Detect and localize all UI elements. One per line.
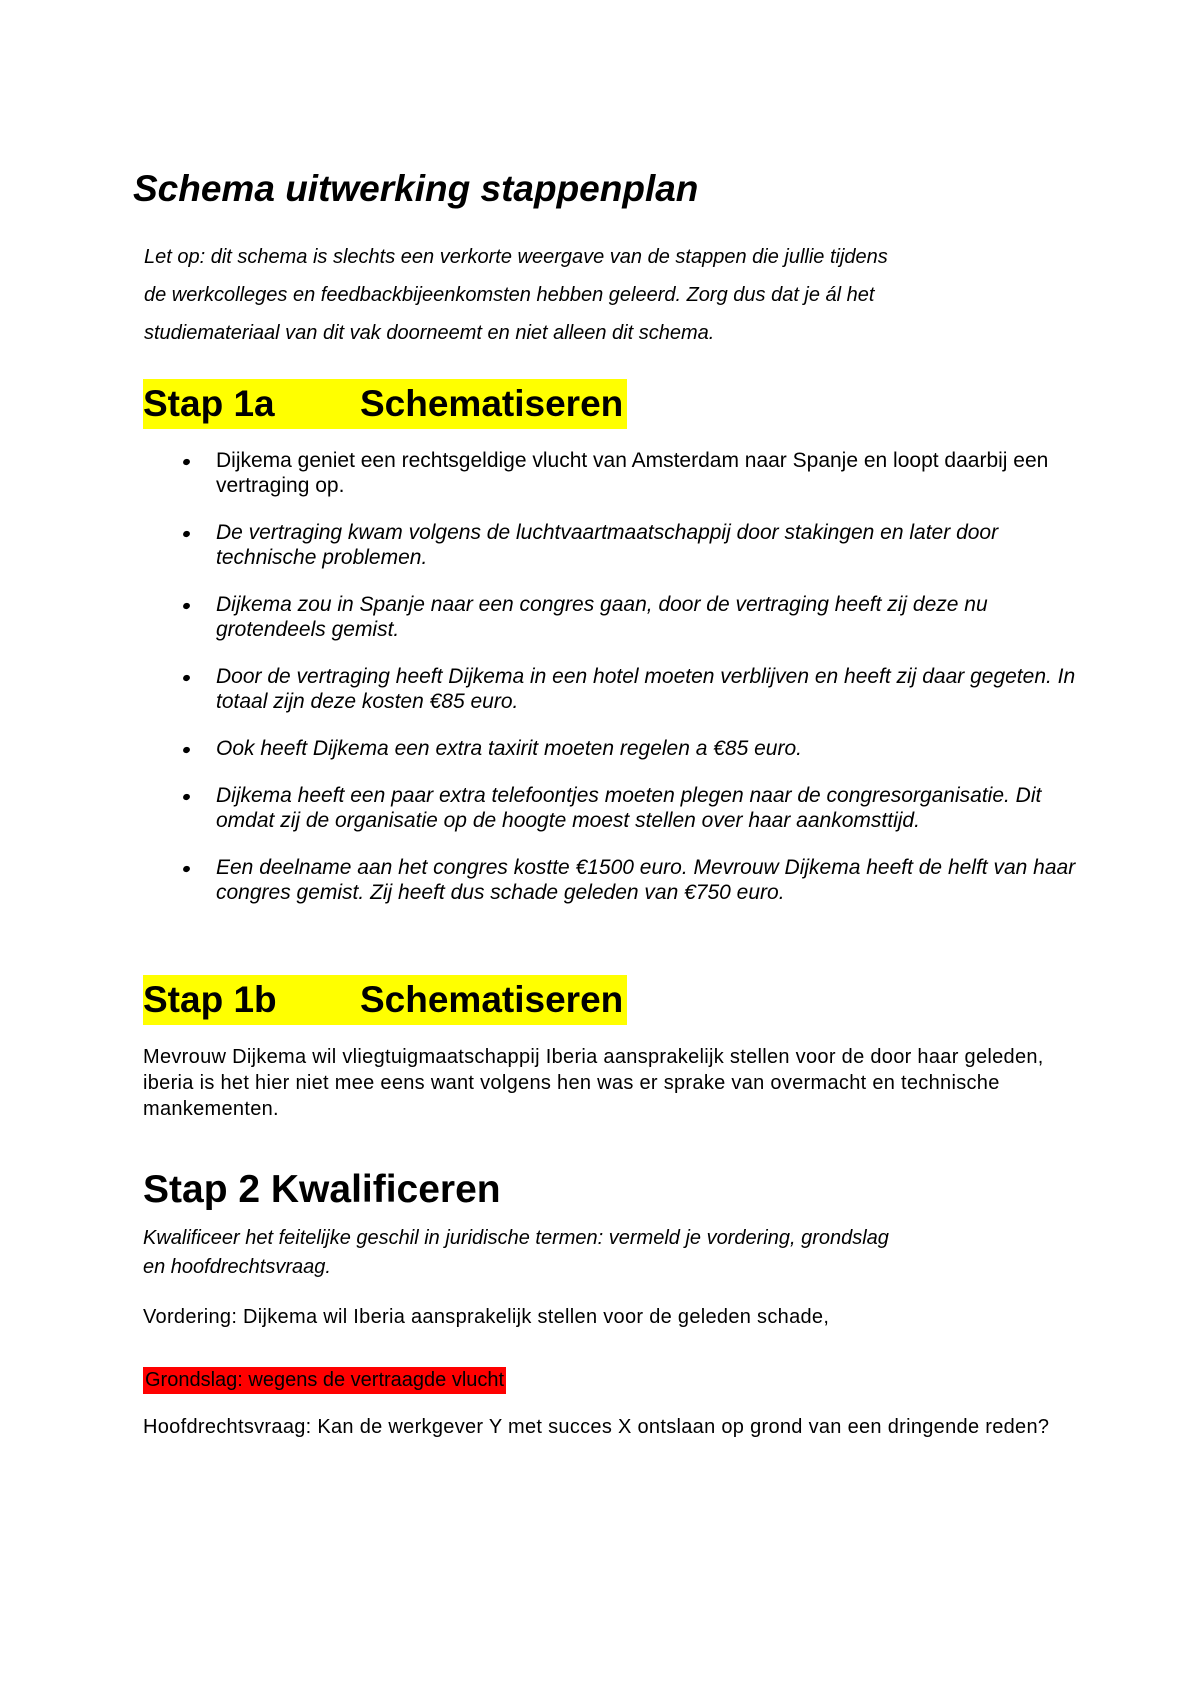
list-item [180,664,1080,714]
bullet-icon [182,674,191,682]
list-item [180,520,1080,570]
intro-note [144,238,1044,352]
bullet-icon [182,746,191,754]
list-item-text: De vertraging kwam volgens de luchtvaartmaatschappij door stakingen en later door technische problemen. [216,521,999,569]
step-1a-number: Stap 1a [143,383,275,424]
document-title: Schema uitwerking stappenplan [133,168,699,209]
instruction-line: Kwalificeer het feitelijke geschil in juridische termen: vermeld je vordering, grondslag [143,1227,889,1249]
step-1a-bullet-list [180,448,1080,927]
grondslag-text: Grondslag: wegens de vertraagde vlucht [143,1367,506,1394]
bullet-icon [182,793,191,801]
step-1b-name: Schematiseren [360,979,624,1020]
intro-line: Let op: dit schema is slechts een verkorte weergave van de stappen die jullie tijdens [144,246,888,268]
bullet-icon [182,530,191,538]
list-item [180,736,1080,761]
list-item [180,855,1080,905]
bullet-icon [182,602,191,610]
step-1b-paragraph: Mevrouw Dijkema wil vliegtuigmaatschappij Iberia aansprakelijk stellen voor de door haar geleden, iberia is het hier niet mee eens want volgens hen was er sprake van overmacht en technische mankementen. [143,1046,1044,1120]
list-item-text: Ook heeft Dijkema een extra taxirit moeten regelen a €85 euro. [216,737,802,760]
step-1b-number: Stap 1b [143,979,277,1020]
step-1b-heading [143,975,627,1025]
list-item [180,448,1080,498]
intro-line: studiemateriaal van dit vak doorneemt en niet alleen dit schema. [144,322,715,344]
list-item [180,592,1080,642]
hoofdrechtsvraag-text: Hoofdrechtsvraag: Kan de werkgever Y met succes X ontslaan op grond van een dringende reden? [143,1416,1050,1438]
list-item-text: Door de vertraging heeft Dijkema in een hotel moeten verblijven en heeft zij daar gegeten. In totaal zijn deze kosten €85 euro. [216,665,1076,713]
list-item-text: Dijkema zou in Spanje naar een congres gaan, door de vertraging heeft zij deze nu grotendeels gemist. [216,593,988,641]
step-2-heading: Stap 2 Kwalificeren [143,1168,501,1211]
list-item-text: Een deelname aan het congres kostte €1500 euro. Mevrouw Dijkema heeft de helft van haar congres gemist. Zij heeft dus schade geleden van €750 euro. [216,856,1076,904]
list-item [180,783,1080,833]
list-item-text: Dijkema heeft een paar extra telefoontjes moeten plegen naar de congresorganisatie. Dit omdat zij de organisatie op de hoogte moest stellen over haar aankomsttijd. [216,784,1042,832]
bullet-icon [182,458,191,466]
step-1a-name: Schematiseren [360,383,624,424]
step-2-instruction [143,1224,1043,1282]
list-item-text: Dijkema geniet een rechtsgeldige vlucht van Amsterdam naar Spanje en loopt daarbij een vertraging op. [216,449,1049,497]
step-1a-heading [143,379,627,429]
instruction-line: en hoofdrechtsvraag. [143,1256,331,1278]
vordering-text: Vordering: Dijkema wil Iberia aansprakelijk stellen voor de geleden schade, [143,1306,830,1328]
intro-line: de werkcolleges en feedbackbijeenkomsten hebben geleerd. Zorg dus dat je ál het [144,284,875,306]
bullet-icon [182,865,191,873]
